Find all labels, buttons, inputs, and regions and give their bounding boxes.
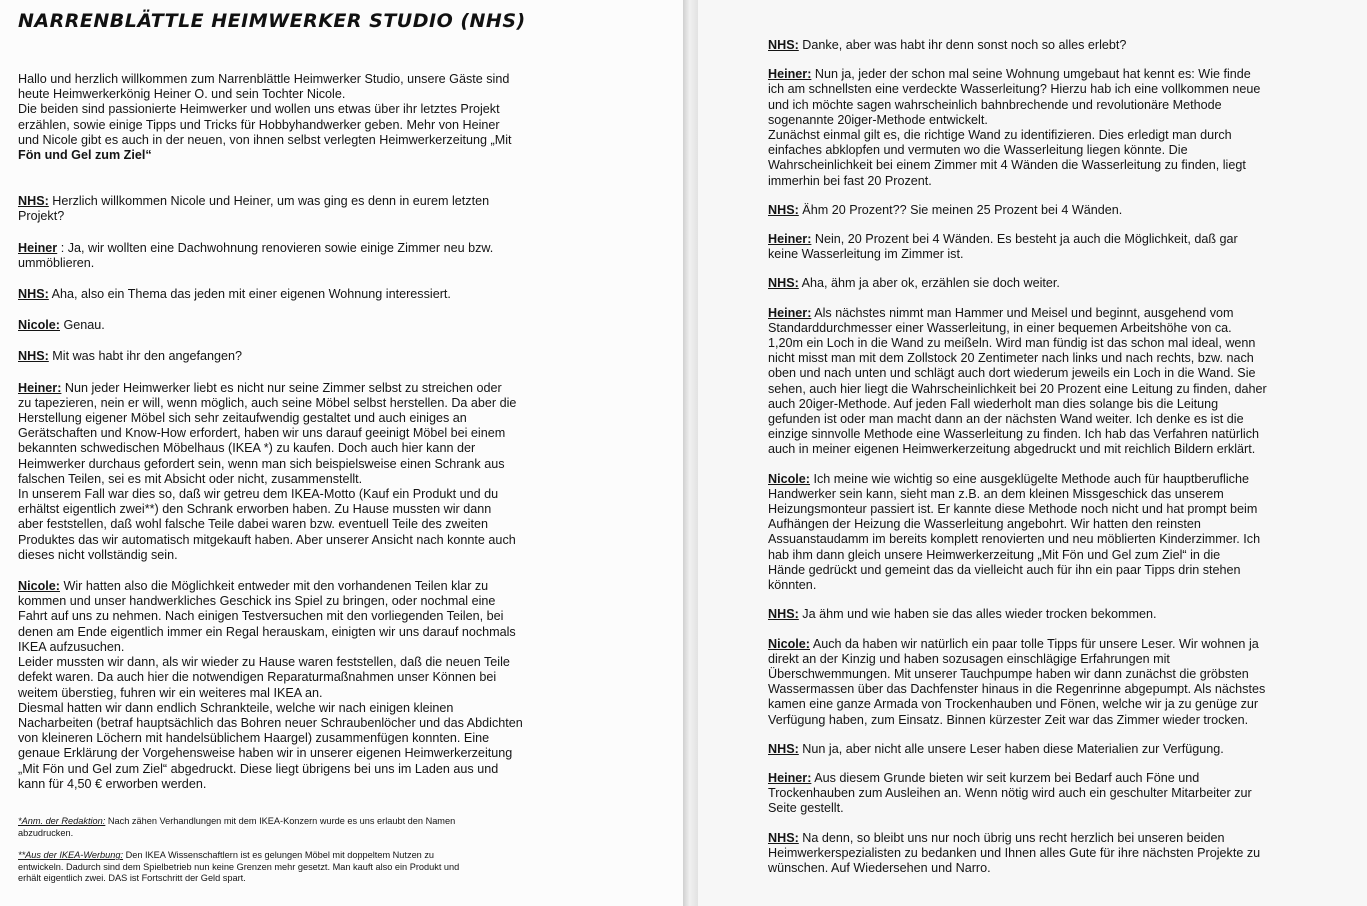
speaker-label: NHS: <box>768 607 799 622</box>
dialogue-line <box>768 713 1347 728</box>
line-text: von kleineren Löchern mit handelsüblichem Haargel) zusammenfügen konnten. Eine <box>18 731 490 746</box>
line-text: genaue Erklärung der Vorgehensweise haben wir in unserer eigenen Heimwerkerzeitung <box>18 746 513 761</box>
dialogue-paragraph <box>768 771 1347 817</box>
line-text: denen am Ende eigentlich immer ein Regal herauskam, einigten wir uns darauf nochmals <box>18 624 516 639</box>
line-text: Ähm 20 Prozent?? Sie meinen 25 Prozent bei 4 Wänden. <box>802 202 1123 217</box>
speaker-label: Heiner <box>18 240 58 255</box>
dialogue-entry <box>768 67 1347 189</box>
line-text: gefunden ist oder man macht dann an der nächsten Wand weiter. Ich denke es ist die <box>768 412 1244 427</box>
dialogue-paragraph <box>18 349 671 364</box>
line-text: zu tapezieren, nein er will, wenn möglich, auch seine Möbel selbst herstellen. Da aber die <box>18 395 517 410</box>
footnote-text: Den IKEA Wissenschaftlern ist es gelungen Möbel mit doppeltem Nutzen zu <box>125 850 435 861</box>
line-text: nicht misst man mit dem Zollstock 20 Zentimeter nach links und nach rechts, bzw. nach <box>768 351 1254 366</box>
dialogue-line <box>18 441 671 456</box>
line-text: Wir hatten also die Möglichkeit entweder mit den vorhandenen Teilen klar zu <box>63 579 489 594</box>
dialogue-entry <box>18 287 671 302</box>
line-text: oben und nach unten und schlägt auch dort wiederum jeweils ein Loch in die Wand. Sie <box>768 366 1256 381</box>
dialogue-paragraph <box>768 276 1347 291</box>
dialogue-entry <box>768 306 1347 458</box>
dialogue-line <box>768 742 1347 757</box>
dialogue-line <box>768 276 1347 291</box>
speaker-label: Heiner: <box>768 67 812 82</box>
line-text: bekannten schwedischen Möbelhaus (IKEA *) zu kaufen. Doch auch hier kann der <box>18 441 476 456</box>
line-text: 1,20m ein Loch in die Wand zu meißeln. Wird man fündig ist das schon mal ideal, wenn <box>768 336 1256 351</box>
footnote-text: erhält eigentlich zwei. DAS ist Fortschritt der Geld spart. <box>18 873 246 884</box>
dialogue-line <box>768 321 1347 336</box>
line-text: Herstellung eigener Möbel sich sehr zeitaufwendig gestaltet und auch einiges an <box>18 411 467 426</box>
dialogue-line <box>18 762 671 777</box>
speaker-label: Heiner: <box>768 232 812 247</box>
line-text: Nein, 20 Prozent bei 4 Wänden. Es besteht ja auch die Möglichkeit, daß gar <box>814 232 1238 247</box>
line-text: sogenannte 20iger-Methode entwickelt. <box>768 112 988 127</box>
dialogue-line <box>768 143 1347 158</box>
line-text: Gerätschaften und Know-How erfordert, haben wir uns darauf geeinigt Möbel bei einem <box>18 426 506 441</box>
line-text: ummöblieren. <box>18 255 95 270</box>
dialogue-line <box>768 831 1347 846</box>
line-text: Aufhängen der Heizung die Wasserleitung angebohrt. Wir hatten den reinsten <box>768 517 1201 532</box>
intro-paragraph <box>18 72 671 163</box>
dialogue-line <box>768 578 1347 593</box>
speaker-label: NHS: <box>768 276 799 291</box>
dialogue-paragraph <box>18 381 671 563</box>
dialogue-line <box>768 382 1347 397</box>
line-text: Handwerker sein kann, sieht man z.B. an dem kleinen Missgeschick das unserem <box>768 486 1224 501</box>
right-dialogue <box>768 38 1347 876</box>
footnote-line <box>18 816 671 828</box>
dialogue-line <box>18 625 671 640</box>
speaker-label: NHS: <box>18 194 49 209</box>
line-text: Genau. <box>63 318 105 333</box>
footnote-text: abzudrucken. <box>18 827 74 838</box>
line-text: immerhin bei fast 20 Prozent. <box>768 173 932 188</box>
line-text: Ja ähm und wie haben sie das alles wieder trocken bekommen. <box>802 607 1157 622</box>
dialogue-line <box>768 502 1347 517</box>
line-text: aber feststellen, daß wohl falsche Teile dabei waren bzw. eventuell Teile des zweiten <box>18 517 488 532</box>
dialogue-line <box>768 607 1347 622</box>
speaker-label: Nicole: <box>768 471 810 486</box>
line-text: kamen eine ganze Armada von Trockenhauben und Fönen, welche wir ja zu genüge zur <box>768 697 1259 712</box>
line-text: Heizungsmonteur passiert ist. Er kannte diese Methode noch nicht und hat prompt beim <box>768 502 1258 517</box>
dialogue-entry <box>768 771 1347 817</box>
dialogue-entry <box>768 203 1347 218</box>
line-text: könnten. <box>768 578 817 593</box>
dialogue-line <box>18 256 671 271</box>
line-text: Auch da haben wir natürlich ein paar tolle Tipps für unsere Leser. Wir wohnen ja <box>812 636 1259 651</box>
line-text: Überschwemmungen. Mit unserer Tauchpumpe haben wir dann zunächst die gröbsten <box>768 666 1249 681</box>
footnote <box>18 816 671 839</box>
dialogue-line <box>768 366 1347 381</box>
dialogue-line <box>768 128 1347 143</box>
dialogue-line <box>768 158 1347 173</box>
line-text: Wahrscheinlichkeit bei einem Zimmer mit 4 Wänden die Wasserleitung zu finden, liegt <box>768 158 1246 173</box>
line-text: kommen und unser handwerkliches Geschick ins Spiel zu bringen, oder nochmal eine <box>18 594 496 609</box>
dialogue-paragraph <box>768 637 1347 728</box>
dialogue-line <box>768 786 1347 801</box>
speaker-label: Nicole: <box>768 636 810 651</box>
dialogue-line <box>768 203 1347 218</box>
dialogue-line <box>18 287 671 302</box>
intro-line: Die beiden sind passionierte Heimwerker und wollen uns etwas über ihr letztes Projekt <box>18 102 500 117</box>
intro-line: erzählen, sowie einige Tipps und Tricks für Hobbyhandwerker geben. Mehr von Heiner <box>18 117 500 132</box>
dialogue-paragraph <box>768 38 1347 53</box>
dialogue-line <box>18 426 671 441</box>
footnote-line <box>18 873 671 885</box>
dialogue-line <box>768 487 1347 502</box>
speaker-label: NHS: <box>18 287 49 302</box>
line-text: Produktes das wir automatisch mitgekauft haben. Aber unserer Ansicht nach konnte auch <box>18 532 516 547</box>
line-text: „Mit Fön und Gel zum Ziel“ abgedruckt. Diese liegt übrigens bei uns im Laden aus und <box>18 761 499 776</box>
dialogue-entry <box>18 381 671 563</box>
line-text: IKEA aufzusuchen. <box>18 639 125 654</box>
footnote-ref: **Aus der IKEA-Werbung: <box>18 850 124 861</box>
intro-line: heute Heimwerkerkönig Heiner O. und sein Tochter Nicole. <box>18 87 346 102</box>
dialogue-line <box>18 777 671 792</box>
dialogue-paragraph <box>768 306 1347 458</box>
speaker-label: Heiner: <box>768 305 812 320</box>
dialogue-paragraph <box>18 194 671 224</box>
dialogue-line <box>768 412 1347 427</box>
dialogue-line <box>18 579 671 594</box>
footnote-line <box>18 862 671 874</box>
speaker-label: NHS: <box>768 741 799 756</box>
line-text: kann für 4,50 € erworben werden. <box>18 776 207 791</box>
dialogue-line <box>18 209 671 224</box>
dialogue-paragraph <box>768 472 1347 594</box>
dialogue-line <box>768 532 1347 547</box>
line-text: Trockenhauben zum Ausleihen an. Wenn nötig wird auch ein geschulter Mitarbeiter zur <box>768 786 1252 801</box>
dialogue-line <box>18 686 671 701</box>
dialogue-line <box>18 746 671 761</box>
dialogue-line <box>18 457 671 472</box>
line-text: Diesmal hatten wir dann endlich Schrankteile, welche wir nach einigen kleinen <box>18 700 454 715</box>
dialogue-paragraph <box>768 232 1347 262</box>
speaker-label: NHS: <box>18 349 49 364</box>
line-text: Mit was habt ihr den angefangen? <box>52 349 243 364</box>
dialogue-paragraph <box>18 287 671 302</box>
dialogue-entry <box>768 38 1347 53</box>
line-text: weitem überstieg, fuhren wir ein weiteres mal IKEA an. <box>18 685 323 700</box>
dialogue-line <box>18 548 671 563</box>
line-text: und ich möchte sagen wahrscheinlich bahnbrechende und revolutionäre Methode <box>768 97 1222 112</box>
speaker-label: Heiner: <box>18 380 62 395</box>
dialogue-line <box>768 846 1347 861</box>
footnote-text: entwickeln. Dadurch sind dem Spielbetrieb nun keine Grenzen mehr gesetzt. Man kauft also ein Produkt und <box>18 861 460 872</box>
line-text: falschen Teilen, sei es mit Absicht oder nicht, zusammenstellt. <box>18 471 363 486</box>
line-text: : Ja, wir wollten eine Dachwohnung renovieren sowie einige Zimmer neu bzw. <box>60 240 494 255</box>
line-text: Heimwerkerspezialisten zu bedanken und Ihnen alles Gute für ihre nächsten Projekte zu <box>768 845 1261 860</box>
line-text: Nun jeder Heimwerker liebt es nicht nur seine Zimmer selbst zu streichen oder <box>64 380 502 395</box>
dialogue-paragraph <box>18 318 671 333</box>
dialogue-entry <box>18 241 671 271</box>
dialogue-paragraph <box>768 607 1347 622</box>
line-text: Leider mussten wir dann, als wir wieder zu Hause waren feststellen, daß die neuen Teile <box>18 655 510 670</box>
speaker-label: Nicole: <box>18 579 60 594</box>
line-text: Zunächst einmal gilt es, die richtige Wand zu identifizieren. Dies erledigt man durch <box>768 128 1232 143</box>
footnote-ref: *Anm. der Redaktion: <box>18 815 106 826</box>
dialogue-entry <box>18 349 671 364</box>
dialogue-line <box>768 336 1347 351</box>
footnote-text: Nach zähen Verhandlungen mit dem IKEA-Konzern wurde es uns erlaubt den Namen <box>107 815 456 826</box>
dialogue-line <box>768 682 1347 697</box>
line-text: auch 20iger-Methode. Auf jeden Fall wiederholt man dies solange bis die Leitung <box>768 396 1219 411</box>
dialogue-paragraph <box>768 67 1347 189</box>
right-page <box>698 0 1367 906</box>
line-text: Na denn, so bleibt uns nur noch übrig uns recht herzlich bei unseren beiden <box>802 830 1225 845</box>
line-text: wünschen. Auf Wiedersehen und Narro. <box>768 860 991 875</box>
left-page <box>0 0 683 906</box>
line-text: sehen, auch hier liegt die Wahrscheinlichkeit bei 20 Prozent eine Leitung zu finden, daher <box>768 381 1267 396</box>
dialogue-line <box>18 349 671 364</box>
dialogue-line <box>768 98 1347 113</box>
left-dialogue <box>18 194 671 792</box>
dialogue-line <box>768 801 1347 816</box>
dialogue-line <box>768 637 1347 652</box>
dialogue-line <box>768 82 1347 97</box>
line-text: Aha, ähm ja aber ok, erzählen sie doch weiter. <box>801 276 1060 291</box>
dialogue-line <box>768 667 1347 682</box>
dialogue-line <box>768 472 1347 487</box>
dialogue-line <box>768 442 1347 457</box>
dialogue-paragraph <box>18 241 671 271</box>
dialogue-line <box>18 670 671 685</box>
dialogue-line <box>18 731 671 746</box>
dialogue-line <box>768 517 1347 532</box>
line-text: hab ihm dann gleich unsere Heimwerkerzeitung „Mit Fön und Gel zum Ziel“ in die <box>768 547 1221 562</box>
speaker-label: Heiner: <box>768 770 812 785</box>
speaker-label: Nicole: <box>18 318 60 333</box>
dialogue-line <box>18 609 671 624</box>
dialogue-line <box>18 411 671 426</box>
dialogue-entry <box>18 579 671 792</box>
dialogue-entry <box>768 742 1347 757</box>
line-text: keine Wasserleitung im Zimmer ist. <box>768 247 964 262</box>
line-text: erhältst eigentlich zwei**) den Schrank erworben haben. Zu Hause mussten wir dann <box>18 502 492 517</box>
dialogue-entry <box>768 276 1347 291</box>
dialogue-paragraph <box>18 579 671 792</box>
dialogue-line <box>18 517 671 532</box>
line-text: Fahrt auf uns zu nehmen. Nach einigen Testversuchen mit den vorliegenden Teilen, bei <box>18 609 504 624</box>
footnote-line <box>18 828 671 840</box>
dialogue-line <box>768 697 1347 712</box>
line-text: Seite gestellt. <box>768 801 844 816</box>
line-text: Wassermassen über das Dachfenster hinaus in die Regenrinne abgepumpt. Als nächstes <box>768 682 1266 697</box>
line-text: Aus diesem Grunde bieten wir seit kurzem bei Bedarf auch Föne und <box>814 770 1200 785</box>
line-text: In unserem Fall war dies so, daß wir getreu dem IKEA-Motto (Kauf ein Produkt und du <box>18 487 499 502</box>
dialogue-line <box>18 594 671 609</box>
dialogue-line <box>18 716 671 731</box>
dialogue-line <box>18 472 671 487</box>
dialogue-line <box>18 381 671 396</box>
dialogue-line <box>768 563 1347 578</box>
dialogue-line <box>768 427 1347 442</box>
dialogue-line <box>18 533 671 548</box>
line-text: Verfügung haben, zum Einsatz. Binnen kürzester Zeit war das Zimmer wieder trocken. <box>768 712 1249 727</box>
dialogue-line <box>768 397 1347 412</box>
intro-line: Hallo und herzlich willkommen zum Narrenblättle Heimwerker Studio, unsere Gäste sind <box>18 72 510 86</box>
line-text: Projekt? <box>18 209 65 224</box>
dialogue-entry <box>18 318 671 333</box>
speaker-label: NHS: <box>768 830 799 845</box>
dialogue-line <box>18 241 671 256</box>
line-text: defekt waren. Da auch hier die notwendigen Reparaturmaßnahmen unser Können bei <box>18 670 497 685</box>
intro-line: und Nicole gibt es auch in der neuen, von ihnen selbst verlegten Heimwerkerzeitung „Mit <box>18 132 512 147</box>
line-text: Nacharbeiten (betraf hauptsächlich das Bohren neuer Schraubenlöcher und das Abdichten <box>18 715 523 730</box>
dialogue-line <box>768 861 1347 876</box>
page-gutter <box>683 0 698 906</box>
dialogue-line <box>18 502 671 517</box>
intro-line: Fön und Gel zum Ziel“ <box>18 148 152 163</box>
dialogue-line <box>18 318 671 333</box>
dialogue-entry <box>768 637 1347 728</box>
dialogue-line <box>768 548 1347 563</box>
dialogue-line <box>768 232 1347 247</box>
dialogue-line <box>18 701 671 716</box>
line-text: Nun ja, aber nicht alle unsere Leser haben diese Materialien zur Verfügung. <box>802 741 1224 756</box>
line-text: Ich meine wie wichtig so eine ausgeklügelte Methode auch für hauptberufliche <box>813 471 1249 486</box>
dialogue-line <box>768 113 1347 128</box>
dialogue-line <box>768 652 1347 667</box>
dialogue-line <box>18 655 671 670</box>
speaker-label: NHS: <box>768 38 799 52</box>
dialogue-line <box>768 771 1347 786</box>
dialogue-entry <box>768 232 1347 262</box>
footnote <box>18 850 671 885</box>
dialogue-line <box>18 194 671 209</box>
line-text: einfaches abklopfen und vermuten wo die Wasserleitung liegen könnte. Die <box>768 143 1188 158</box>
line-text: Als nächstes nimmt man Hammer und Meisel und beginnt, ausgehend vom <box>814 305 1234 320</box>
dialogue-line <box>768 174 1347 189</box>
line-text: Herzlich willkommen Nicole und Heiner, um was ging es denn in eurem letzten <box>52 194 490 209</box>
line-text: auch in meiner eigenen Heimwerkerzeitung abgedruckt und mit reichlich Bildern erklärt. <box>768 442 1256 457</box>
page-title: NARRENBLÄTTLE HEIMWERKER STUDIO (NHS) <box>18 10 526 32</box>
line-text: einzige sinnvolle Methode eine Wasserleitung zu finden. Ich hab das Verfahren natürlich <box>768 427 1259 442</box>
line-text: Nun ja, jeder der schon mal seine Wohnung umgebaut hat kennt es: Wie finde <box>814 67 1251 82</box>
line-text: Assuanstaudamm im bereits komplett renovierten und neu möblierten Kinderzimmer. Ich <box>768 532 1261 547</box>
line-text: direkt an der Kinzig und haben sozusagen einschlägige Erfahrungen mit <box>768 651 1170 666</box>
dialogue-entry <box>18 194 671 224</box>
dialogue-paragraph <box>768 831 1347 877</box>
line-text: Hände gedrückt und gemeint das da vielleicht auch für ihn ein paar Tipps drin stehen <box>768 562 1241 577</box>
line-text: ich am schnellsten eine verdeckte Wasserleitung? Hierzu hab ich eine vollkommen neue <box>768 82 1261 97</box>
dialogue-entry <box>768 472 1347 594</box>
line-text: Heimwerker durchaus gefordert sein, wenn man sich beispielsweise einen Schrank aus <box>18 456 505 471</box>
dialogue-line <box>768 247 1347 262</box>
dialogue-line <box>18 487 671 502</box>
dialogue-line <box>18 396 671 411</box>
dialogue-paragraph <box>768 203 1347 218</box>
line-text: Danke, aber was habt ihr denn sonst noch so alles erlebt? <box>802 38 1127 52</box>
dialogue-line <box>768 351 1347 366</box>
dialogue-line <box>768 38 1347 53</box>
dialogue-entry <box>768 607 1347 622</box>
line-text: dieses nicht vollständig sein. <box>18 547 178 562</box>
footnote-line <box>18 850 671 862</box>
dialogue-line <box>18 640 671 655</box>
dialogue-line <box>768 306 1347 321</box>
line-text: Standarddurchmesser einer Wasserleitung, in einer bequemen Arbeitshöhe von ca. <box>768 320 1232 335</box>
line-text: Aha, also ein Thema das jeden mit einer eigenen Wohnung interessiert. <box>51 287 451 302</box>
dialogue-line <box>768 67 1347 82</box>
dialogue-entry <box>768 831 1347 877</box>
speaker-label: NHS: <box>768 202 799 217</box>
footnotes <box>18 816 671 885</box>
dialogue-paragraph <box>768 742 1347 757</box>
